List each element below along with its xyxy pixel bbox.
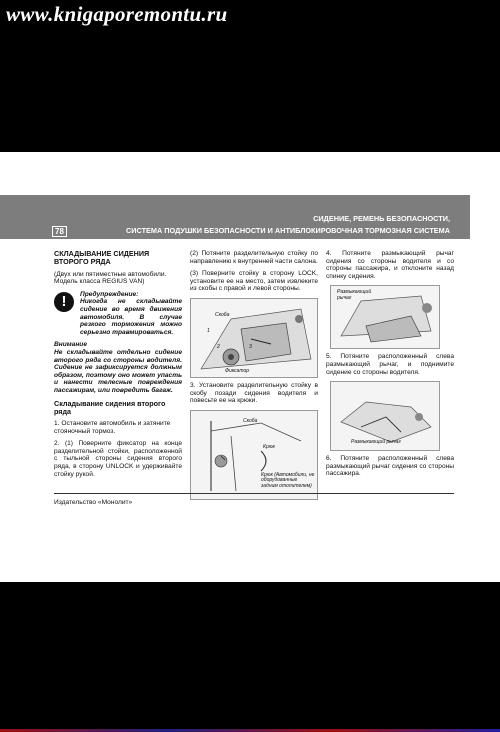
- callout-3: 3: [249, 343, 252, 350]
- step-2: 2. (1) Поверните фиксатор на конце разделительной стойки, расположенной с тыльной стороны сидения второго ряда, в сторону UNLOCK и удерживайте стойку рукой.: [54, 440, 182, 478]
- figure-lever: [330, 381, 440, 451]
- warning-text: Никогда не складывайте сидение во время движения автомобиля. В случае резкого торможения можно серьезно травмироваться.: [80, 298, 182, 336]
- lever-label-2: Размыкающий рычаг: [351, 439, 401, 446]
- warning-title: Предупреждение:: [80, 290, 139, 298]
- step-2-3: (3) Поверните стойку в сторону LOCK, установите ее на место, затем извлеките из скобы с правой и левой стороны.: [190, 270, 318, 293]
- callout-1: 1: [207, 327, 210, 334]
- hook-note-label: Крюк (Автомобили, не оборудованные задним отопителем): [261, 471, 315, 489]
- page-number: 78: [52, 226, 67, 237]
- step-3: 3. Установите разделительную стойку в скобу позади сидения водителя и повесьте ее на крюки.: [190, 381, 318, 405]
- latch-illustration: [191, 299, 317, 377]
- book-page: [0, 152, 500, 582]
- column-3: [326, 250, 454, 483]
- attention-title: Внимание: [54, 341, 87, 349]
- step-4: 4. Потяните размыкающий рычаг сидения со стороны водителя и со стороны пассажира, и отклоните назад спинку сидения.: [326, 250, 454, 280]
- step-2-2: (2) Потяните разделительную стойку по направлению к внутренней части салона.: [190, 250, 318, 265]
- bracket-label-2: Скоба: [243, 417, 258, 424]
- intro-text: (Двух или пятиместные автомобили. Модель класса REGIUS VAN): [54, 270, 167, 286]
- header-title-line2: СИСТЕМА ПОДУШКИ БЕЗОПАСНОСТИ И АНТИБЛОКИРОВОЧНАЯ ТОРМОЗНАЯ СИСТЕМА: [126, 226, 450, 235]
- publisher-footer: Издательство «Монолит»: [54, 499, 133, 506]
- step-6: 6. Потяните расположенный слева размыкающий рычаг сидения со стороны пассажира.: [326, 455, 454, 478]
- attention-text: Не складывайте отдельно сидение второго ряда со стороны водителя. Сидение не зафиксируется должным образом, поэтому оно может упасть и нанести телесные повреждения пассажирам, или повредить багаж.: [54, 348, 182, 394]
- step-1: 1. Остановите автомобиль и затяните стояночный тормоз.: [54, 420, 171, 435]
- figure-hook: [190, 410, 318, 500]
- column-2: [190, 250, 318, 504]
- column-1: [54, 250, 182, 483]
- callout-2: 2: [217, 343, 220, 350]
- hook-label: Крюк: [263, 443, 275, 450]
- site-watermark: www.knigaporemontu.ru: [6, 2, 228, 26]
- warning-block: [54, 291, 182, 337]
- lever-label: Размыкающий рычаг: [337, 289, 372, 301]
- step-5: 5. Потяните расположенный слева размыкающий рычаг, и поднимите сидение со стороны водителя.: [326, 353, 454, 376]
- figure-seatback: [330, 285, 440, 349]
- latch-label: Фиксатор: [225, 367, 250, 374]
- figure-latch: [190, 298, 318, 378]
- footer-divider: [54, 493, 454, 494]
- header-title-line1: СИДЕНИЕ, РЕМЕНЬ БЕЗОПАСНОСТИ,: [313, 214, 450, 223]
- section-title: СКЛАДЫВАНИЕ СИДЕНИЯ ВТОРОГО РЯДА: [54, 249, 150, 267]
- exclamation-icon: !: [54, 292, 74, 312]
- subsection-title: Складывание сидения второго ряда: [54, 398, 166, 416]
- bracket-label: Скоба: [215, 311, 230, 318]
